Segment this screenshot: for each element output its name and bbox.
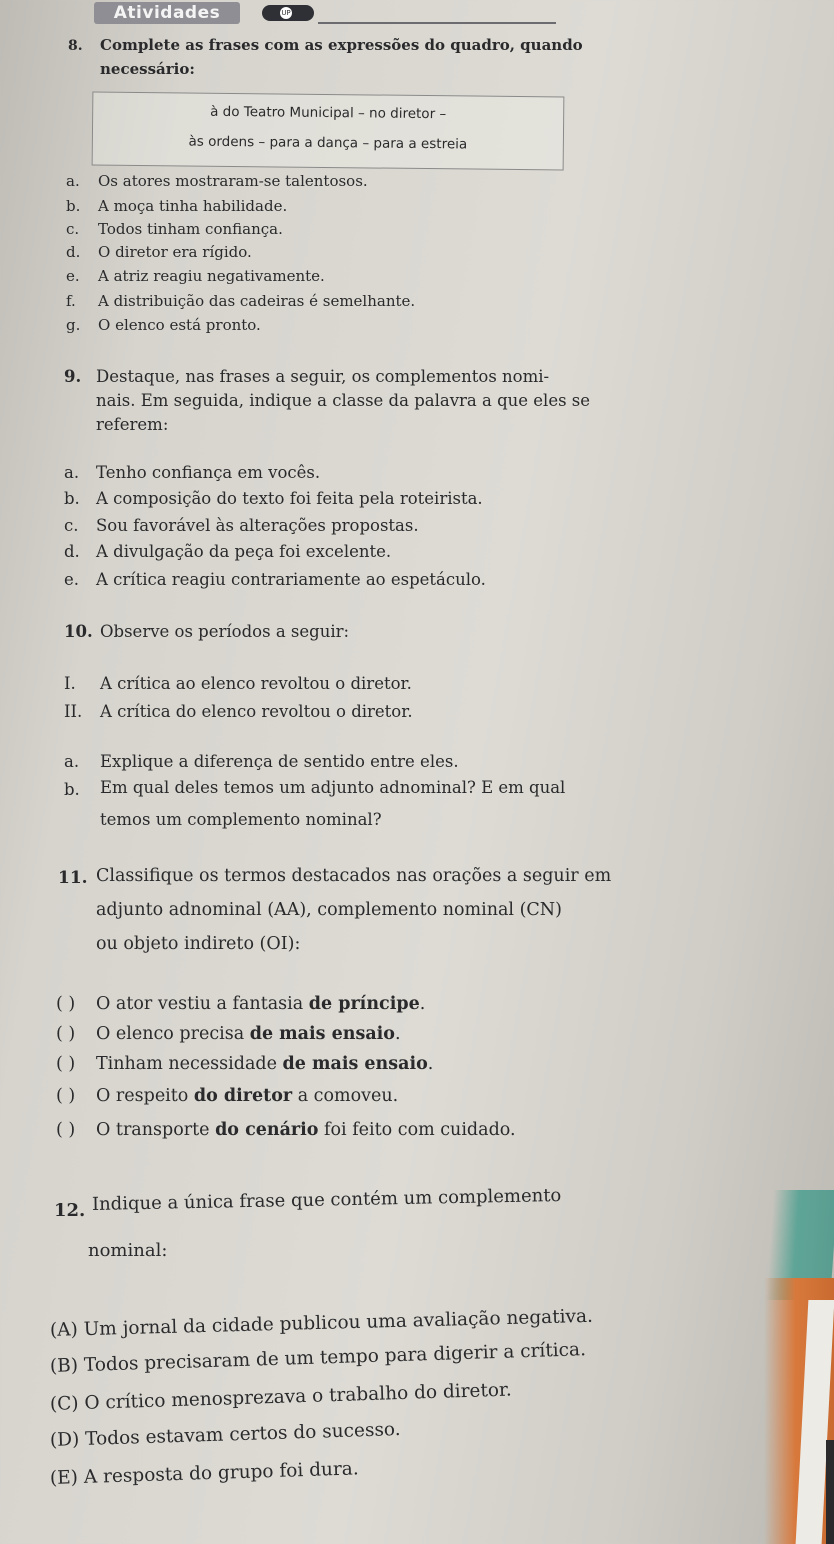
word-box-line2: às ordens – para a dança – para a estreia xyxy=(188,133,468,153)
q8-item-letter: f. xyxy=(66,292,76,310)
q9-item-letter: e. xyxy=(64,570,80,589)
q10-period-label: I. xyxy=(64,674,76,693)
q12-option-e[interactable] xyxy=(50,1458,359,1489)
page-edge-dark-stripe xyxy=(826,1440,834,1544)
q9-item-text: A composição do texto foi feita pela roteirista. xyxy=(96,489,483,508)
q9-item-text: Tenho confiança em vocês. xyxy=(96,463,321,482)
q10-b-letter: b. xyxy=(64,780,80,799)
q12-option-a[interactable] xyxy=(50,1306,593,1341)
q8-instruction-line2: necessário: xyxy=(100,60,195,78)
q12-option-b[interactable] xyxy=(50,1339,587,1377)
q8-item-text: A distribuição das cadeiras é semelhante. xyxy=(98,292,416,310)
option-text: A resposta do grupo foi dura. xyxy=(83,1458,359,1488)
option-text: Todos estavam certos do sucesso. xyxy=(84,1418,401,1450)
q10-period-text: A crítica ao elenco revoltou o diretor. xyxy=(100,674,412,693)
q8-item-text: A atriz reagiu negativamente. xyxy=(98,267,325,285)
q11-answer-blank[interactable]: ( ) xyxy=(56,1120,76,1140)
q10-period-text: A crítica do elenco revoltou o diretor. xyxy=(100,702,413,721)
q8-instruction-line1: Complete as frases com as expressões do quadro, quando xyxy=(100,36,583,54)
q9-instruction-line2: nais. Em seguida, indique a classe da palavra a que eles se xyxy=(96,391,591,410)
q9-item-letter: b. xyxy=(64,489,80,508)
q11-answer-blank[interactable]: ( ) xyxy=(56,1054,76,1074)
q10-number: 10. xyxy=(64,622,93,641)
q11-instruction-line3: ou objeto indireto (OI): xyxy=(96,934,301,954)
option-label: (A) xyxy=(49,1319,79,1341)
q9-item-text: A crítica reagiu contrariamente ao espetáculo. xyxy=(96,570,486,589)
q11-item: O ator vestiu a fantasia de príncipe. xyxy=(96,994,426,1014)
q9-item-letter: d. xyxy=(64,542,80,561)
option-label: (B) xyxy=(49,1355,79,1377)
q11-answer-blank[interactable]: ( ) xyxy=(56,1024,76,1044)
q11-instruction-line1: Classifique os termos destacados nas orações a seguir em xyxy=(96,866,612,886)
q11-answer-blank[interactable]: ( ) xyxy=(56,1086,76,1106)
q10-a-text: Explique a diferença de sentido entre eles. xyxy=(100,752,459,771)
q8-item-text: A moça tinha habilidade. xyxy=(98,197,288,215)
q8-item-text: Todos tinham confiança. xyxy=(98,220,283,238)
q9-item-letter: a. xyxy=(64,463,80,482)
q12-instruction-line1: Indique a única frase que contém um complemento xyxy=(91,1184,562,1215)
q11-item: Tinham necessidade de mais ensaio. xyxy=(96,1054,434,1074)
q8-item-letter: e. xyxy=(66,267,80,285)
q10-instruction: Observe os períodos a seguir: xyxy=(100,622,350,641)
q12-instruction-line2: nominal: xyxy=(88,1240,168,1261)
q10-b-text2: temos um complemento nominal? xyxy=(100,810,382,829)
q8-item-letter: g. xyxy=(66,316,81,334)
option-label: (C) xyxy=(49,1393,79,1415)
option-text: Todos precisaram de um tempo para digerir a crítica. xyxy=(83,1339,587,1376)
q8-number: 8. xyxy=(68,38,83,54)
q10-b-text1: Em qual deles temos um adjunto adnominal? E em qual xyxy=(100,778,566,797)
q8-item-letter: d. xyxy=(66,243,81,261)
q11-item: O elenco precisa de mais ensaio. xyxy=(96,1024,401,1044)
option-text: Um jornal da cidade publicou uma avaliação negativa. xyxy=(83,1305,594,1341)
q12-number: 12. xyxy=(54,1200,86,1221)
word-box-line1: à do Teatro Municipal – no diretor – xyxy=(210,103,447,123)
header-divider xyxy=(318,22,556,24)
section-title: Atividades xyxy=(94,2,240,24)
q9-item-text: A divulgação da peça foi excelente. xyxy=(96,542,392,561)
q11-item: O transporte do cenário foi feito com cuidado. xyxy=(96,1120,516,1140)
q8-item-text: O diretor era rígido. xyxy=(98,243,252,261)
option-label: (E) xyxy=(49,1467,79,1489)
q8-item-text: O elenco está pronto. xyxy=(98,316,261,334)
q11-number: 11. xyxy=(58,868,88,888)
q10-a-letter: a. xyxy=(64,752,80,771)
q8-item-letter: c. xyxy=(66,220,80,238)
q8-item-text: Os atores mostraram-se talentosos. xyxy=(98,172,368,190)
option-label: (D) xyxy=(49,1429,80,1451)
q11-instruction-line2: adjunto adnominal (AA), complemento nominal (CN) xyxy=(96,900,562,920)
q11-answer-blank[interactable]: ( ) xyxy=(56,994,76,1014)
q11-item: O respeito do diretor a comoveu. xyxy=(96,1086,399,1106)
q12-option-c[interactable] xyxy=(50,1379,512,1414)
q9-item-letter: c. xyxy=(64,516,79,535)
q8-item-letter: a. xyxy=(66,172,80,190)
q8-item-letter: b. xyxy=(66,197,81,215)
q9-number: 9. xyxy=(64,367,82,386)
q12-option-d[interactable] xyxy=(50,1419,401,1451)
q9-instruction-line1: Destaque, nas frases a seguir, os complementos nomi- xyxy=(96,367,550,386)
option-text: O crítico menosprezava o trabalho do diretor. xyxy=(84,1379,513,1414)
q9-instruction-line3: referem: xyxy=(96,415,169,434)
q9-item-text: Sou favorável às alterações propostas. xyxy=(96,516,419,535)
q10-period-label: II. xyxy=(64,702,83,721)
word-box xyxy=(92,92,565,171)
section-badge-icon: UP xyxy=(262,5,314,21)
